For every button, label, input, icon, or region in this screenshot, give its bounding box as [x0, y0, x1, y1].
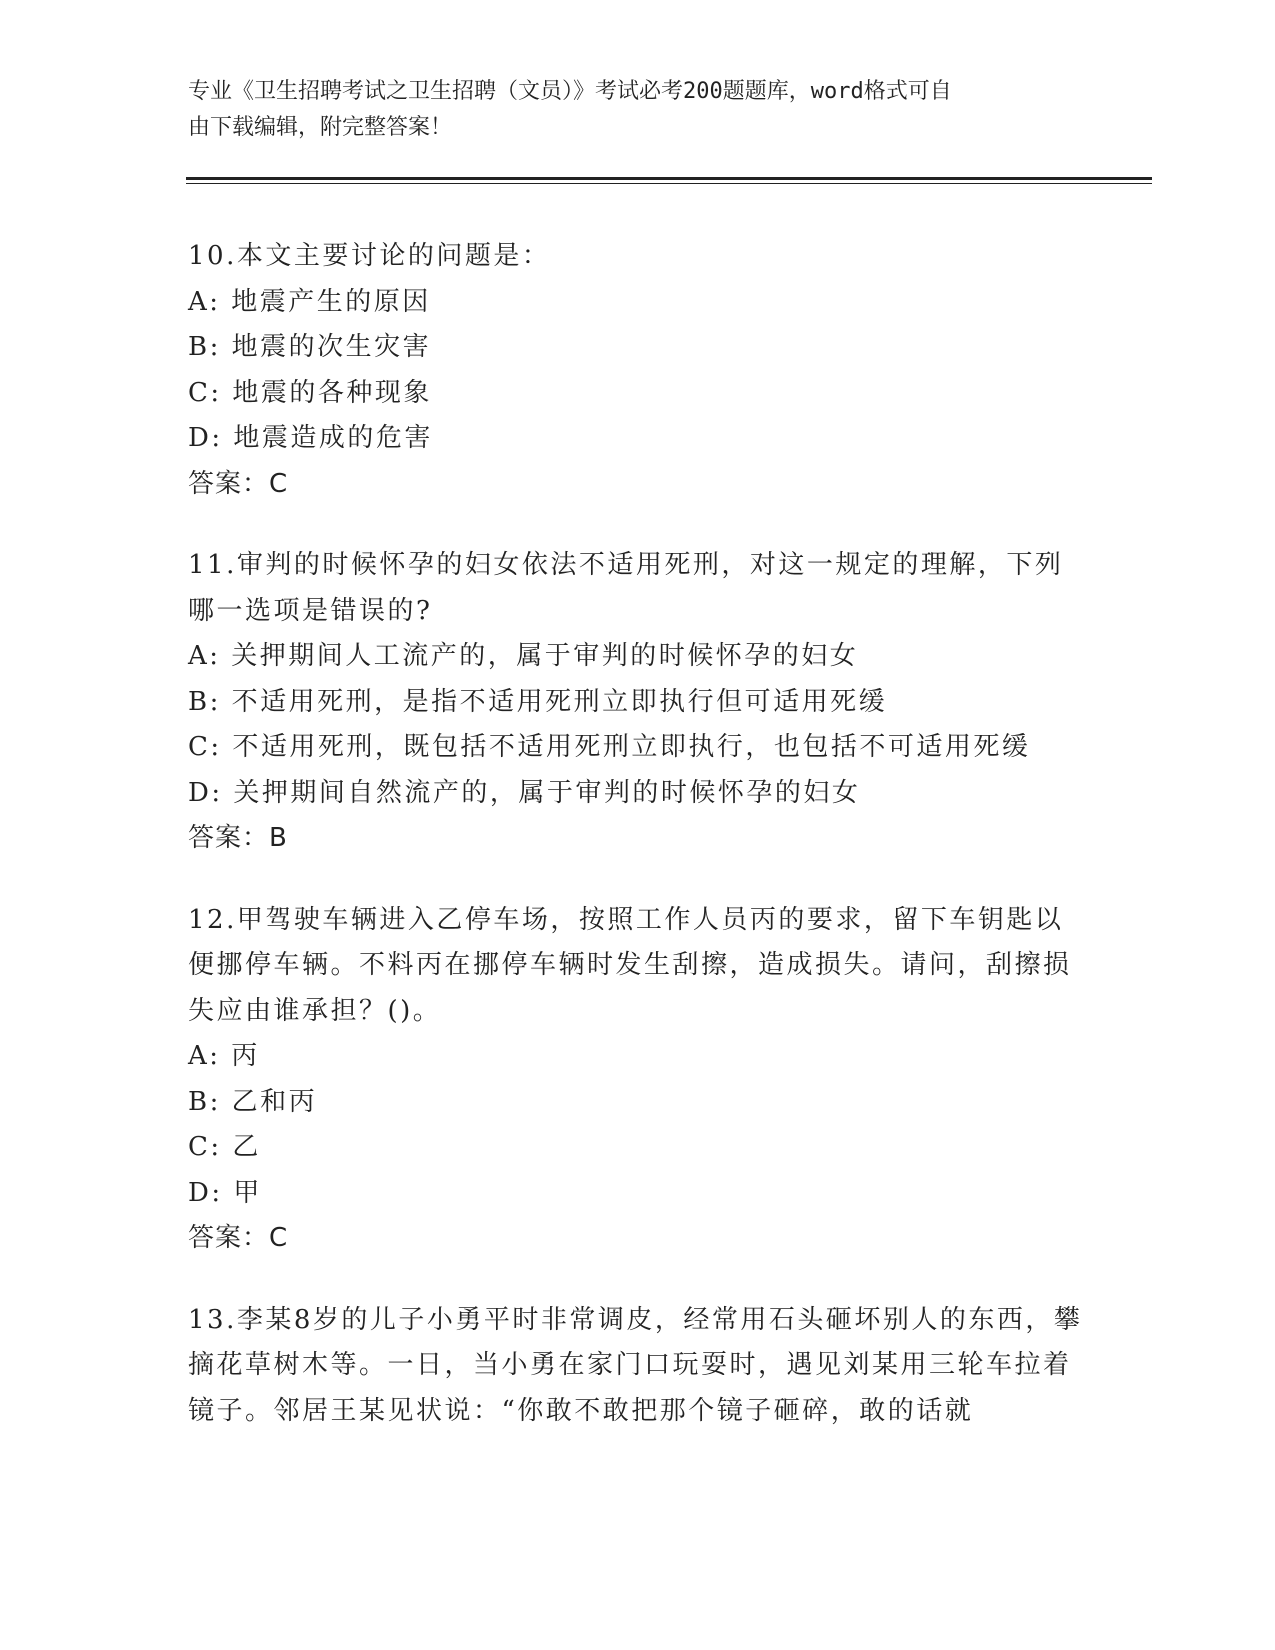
header-divider-thin — [186, 183, 1152, 184]
question-13 — [188, 1298, 1088, 1435]
question-text: 11.审判的时候怀孕的妇女依法不适用死刑，对这一规定的理解，下列哪一选项是错误的? — [188, 550, 1064, 626]
question-text: 12.甲驾驶车辆进入乙停车场，按照工作人员丙的要求，留下车钥匙以便挪停车辆。不料丙在挪停车辆时发生刮擦，造成损失。请问，刮擦损失应由谁承担？()。 — [188, 904, 1072, 1026]
answer: 答案：B — [188, 823, 288, 853]
option-d: D: 甲 — [188, 1177, 262, 1208]
option-a: A: 地震产生的原因 — [188, 286, 431, 317]
header-divider-thick — [186, 177, 1152, 180]
header-line-2: 由下载编辑，附完整答案！ — [188, 115, 453, 140]
question-12 — [188, 898, 1088, 1262]
answer: 答案：C — [188, 1223, 289, 1253]
question-text: 13.李某8岁的儿子小勇平时非常调皮，经常用石头砸坏别人的东西，攀摘花草树木等。一日，当小勇在家门口玩耍时，遇见刘某用三轮车拉着镜子。邻居王某见状说：“你敢不敢把那个镜子砸碎，敢的话就 — [188, 1304, 1083, 1426]
option-a: A: 关押期间人工流产的，属于审判的时候怀孕的妇女 — [188, 641, 859, 671]
document-header — [188, 74, 1068, 146]
header-line-1: 专业《卫生招聘考试之卫生招聘（文员）》考试必考200题题库，word格式可自 — [188, 79, 952, 104]
answer: 答案：C — [188, 468, 289, 499]
question-list — [188, 234, 1088, 1470]
option-c: C: 不适用死刑，既包括不适用死刑立即执行，也包括不可适用死缓 — [188, 732, 1031, 762]
option-a: A: 丙 — [188, 1041, 260, 1071]
option-b: B: 地震的次生灾害 — [188, 332, 432, 362]
option-d: D: 地震造成的危害 — [188, 423, 433, 453]
question-11 — [188, 543, 1088, 862]
question-text: 10.本文主要讨论的问题是： — [188, 241, 551, 271]
option-c: C: 乙 — [188, 1132, 261, 1162]
option-c: C: 地震的各种现象 — [188, 377, 432, 408]
option-b: B: 乙和丙 — [188, 1086, 318, 1117]
question-10 — [188, 234, 1088, 507]
option-b: B: 不适用死刑，是指不适用死刑立即执行但可适用死缓 — [188, 686, 888, 717]
option-d: D: 关押期间自然流产的，属于审判的时候怀孕的妇女 — [188, 777, 861, 808]
